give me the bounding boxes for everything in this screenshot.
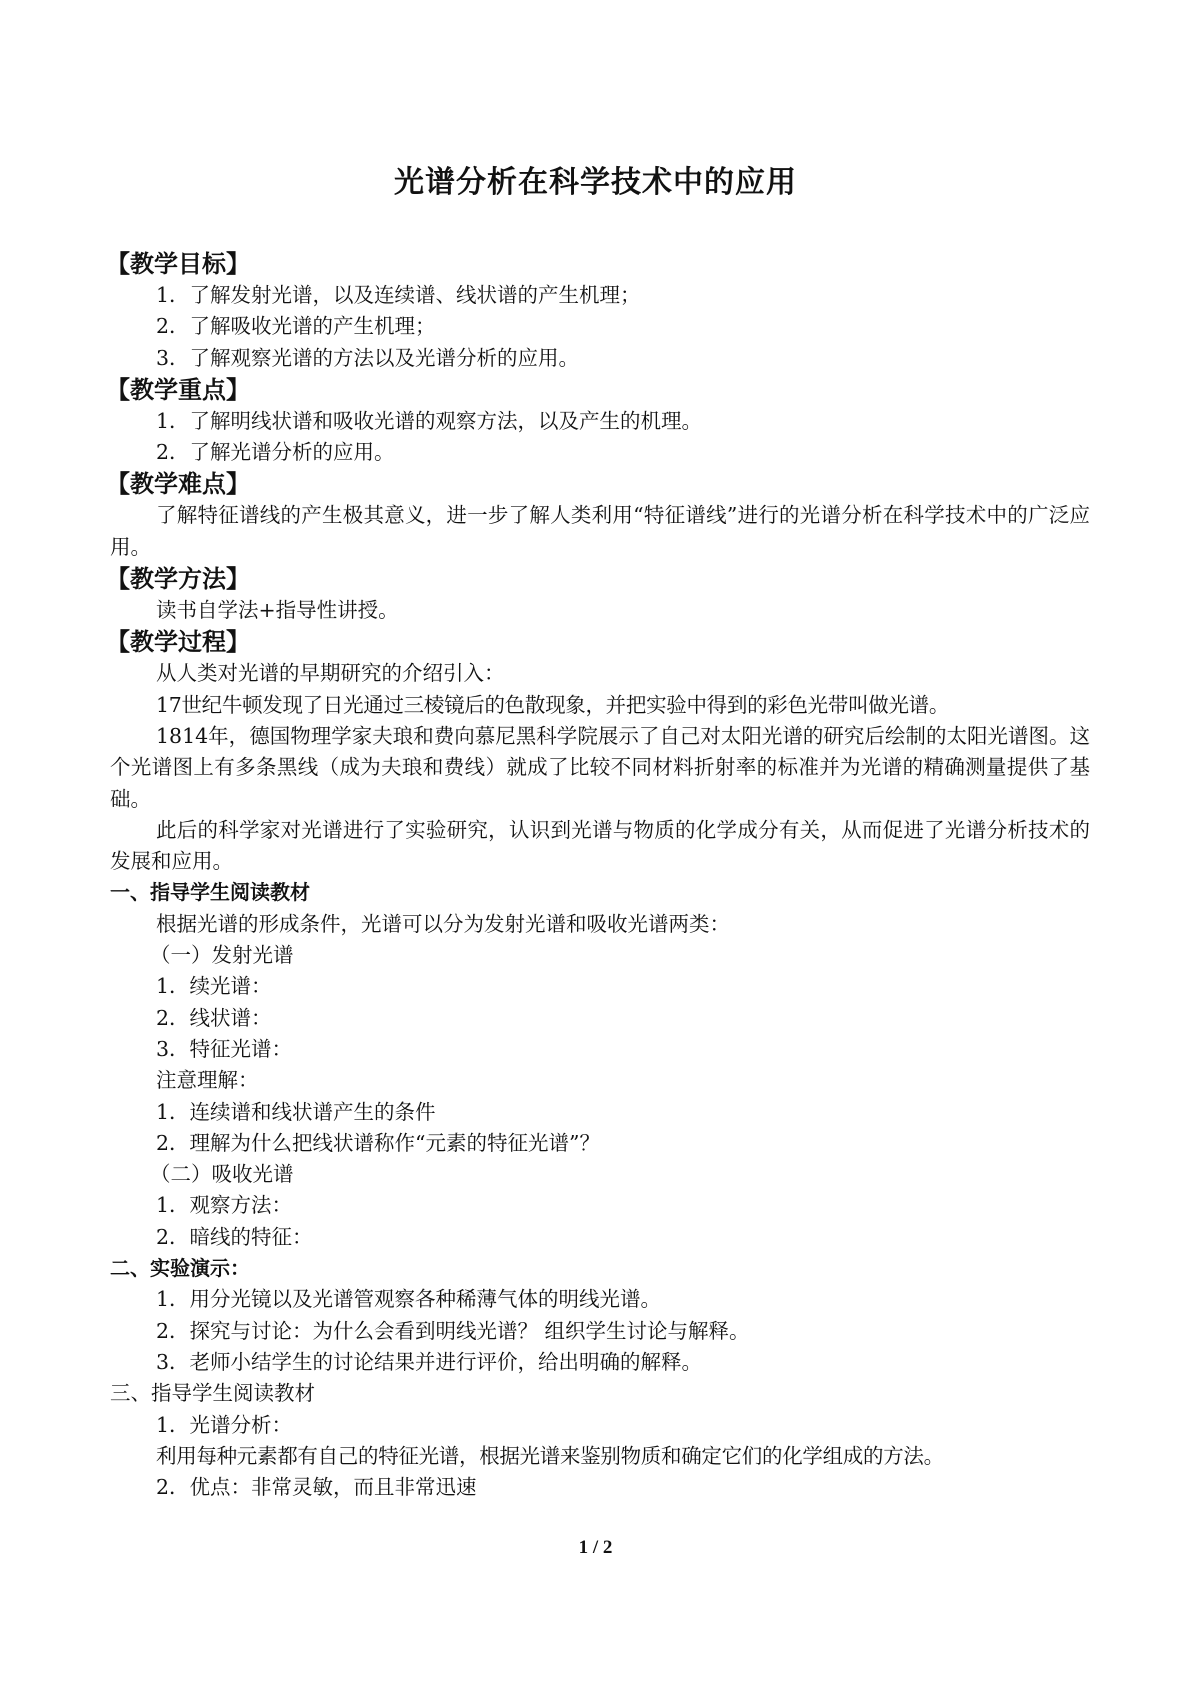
objective-item: 2．了解吸收光谱的产生机理；: [156, 314, 436, 339]
list-item: 2．优点：非常灵敏，而且非常迅速: [156, 1475, 477, 1500]
note-label: 注意理解：: [156, 1068, 259, 1093]
list-item: 2．暗线的特征：: [156, 1224, 313, 1249]
list-item: 3．特征光谱：: [156, 1036, 293, 1061]
key-point-item: 1．了解明线状谱和吸收光谱的观察方法，以及产生的机理。: [156, 408, 703, 433]
subheading-emission: （一）发射光谱: [150, 943, 294, 968]
list-item: 1．续光谱：: [156, 974, 272, 999]
part-heading-1: 一、指导学生阅读教材: [110, 880, 310, 905]
list-item: 1．连续谱和线状谱产生的条件: [156, 1099, 436, 1124]
subheading-absorption: （二）吸收光谱: [150, 1162, 294, 1187]
part-heading-3: 三、指导学生阅读教材: [110, 1381, 315, 1406]
page-number: 1 / 2: [578, 1537, 613, 1558]
objective-item: 1．了解发射光谱，以及连续谱、线状谱的产生机理；: [156, 283, 641, 307]
list-item: 1．观察方法：: [156, 1193, 293, 1218]
section-heading-process: 【教学过程】: [106, 628, 250, 657]
methods-paragraph: 读书自学法+指导性讲授。: [156, 598, 399, 623]
part-heading-2: 二、实验演示：: [110, 1256, 250, 1281]
process-intro: 从人类对光谱的早期研究的介绍引入：: [156, 661, 505, 686]
process-paragraph: 1814年，德国物理学家夫琅和费向慕尼黑科学院展示了自己对太阳光谱的研究后绘制的太阳光谱图。这个光谱图上有多条黑线（成为夫琅和费线）就成了比较不同材料折射率的标准并为光谱的精确测量提供了基础。: [110, 723, 1090, 811]
section-heading-key-points: 【教学重点】: [106, 375, 250, 404]
list-item: 2．线状谱：: [156, 1005, 272, 1030]
section-heading-difficulties: 【教学难点】: [106, 470, 250, 499]
list-item: 1．光谱分析：: [156, 1412, 293, 1437]
document-title: 光谱分析在科学技术中的应用: [394, 165, 797, 200]
part1-intro: 根据光谱的形成条件，光谱可以分为发射光谱和吸收光谱两类：: [156, 911, 730, 936]
difficulties-paragraph: 了解特征谱线的产生极其意义，进一步了解人类利用“特征谱线”进行的光谱分析在科学技术中的广泛应用。: [110, 503, 1090, 559]
key-point-item: 2．了解光谱分析的应用。: [156, 440, 395, 465]
document-body: [106, 248, 1090, 1503]
list-item: 1．用分光镜以及光谱管观察各种稀薄气体的明线光谱。: [156, 1287, 662, 1312]
section-heading-objectives: 【教学目标】: [106, 250, 250, 278]
list-item: 2．理解为什么把线状谱称作“元素的特征光谱”？: [156, 1130, 601, 1155]
list-item: 2．探究与讨论：为什么会看到明线光谱？ 组织学生讨论与解释。: [156, 1318, 750, 1343]
definition-paragraph: 利用每种元素都有自己的特征光谱，根据光谱来鉴别物质和确定它们的化学组成的方法。: [156, 1443, 944, 1468]
section-heading-methods: 【教学方法】: [106, 565, 250, 594]
objective-item: 3．了解观察光谱的方法以及光谱分析的应用。: [156, 345, 580, 370]
process-paragraph: 此后的科学家对光谱进行了实验研究，认识到光谱与物质的化学成分有关，从而促进了光谱分析技术的发展和应用。: [110, 817, 1090, 874]
list-item: 3．老师小结学生的讨论结果并进行评价，给出明确的解释。: [156, 1349, 703, 1374]
process-paragraph: 17世纪牛顿发现了日光通过三棱镜后的色散现象，并把实验中得到的彩色光带叫做光谱。: [156, 692, 950, 717]
